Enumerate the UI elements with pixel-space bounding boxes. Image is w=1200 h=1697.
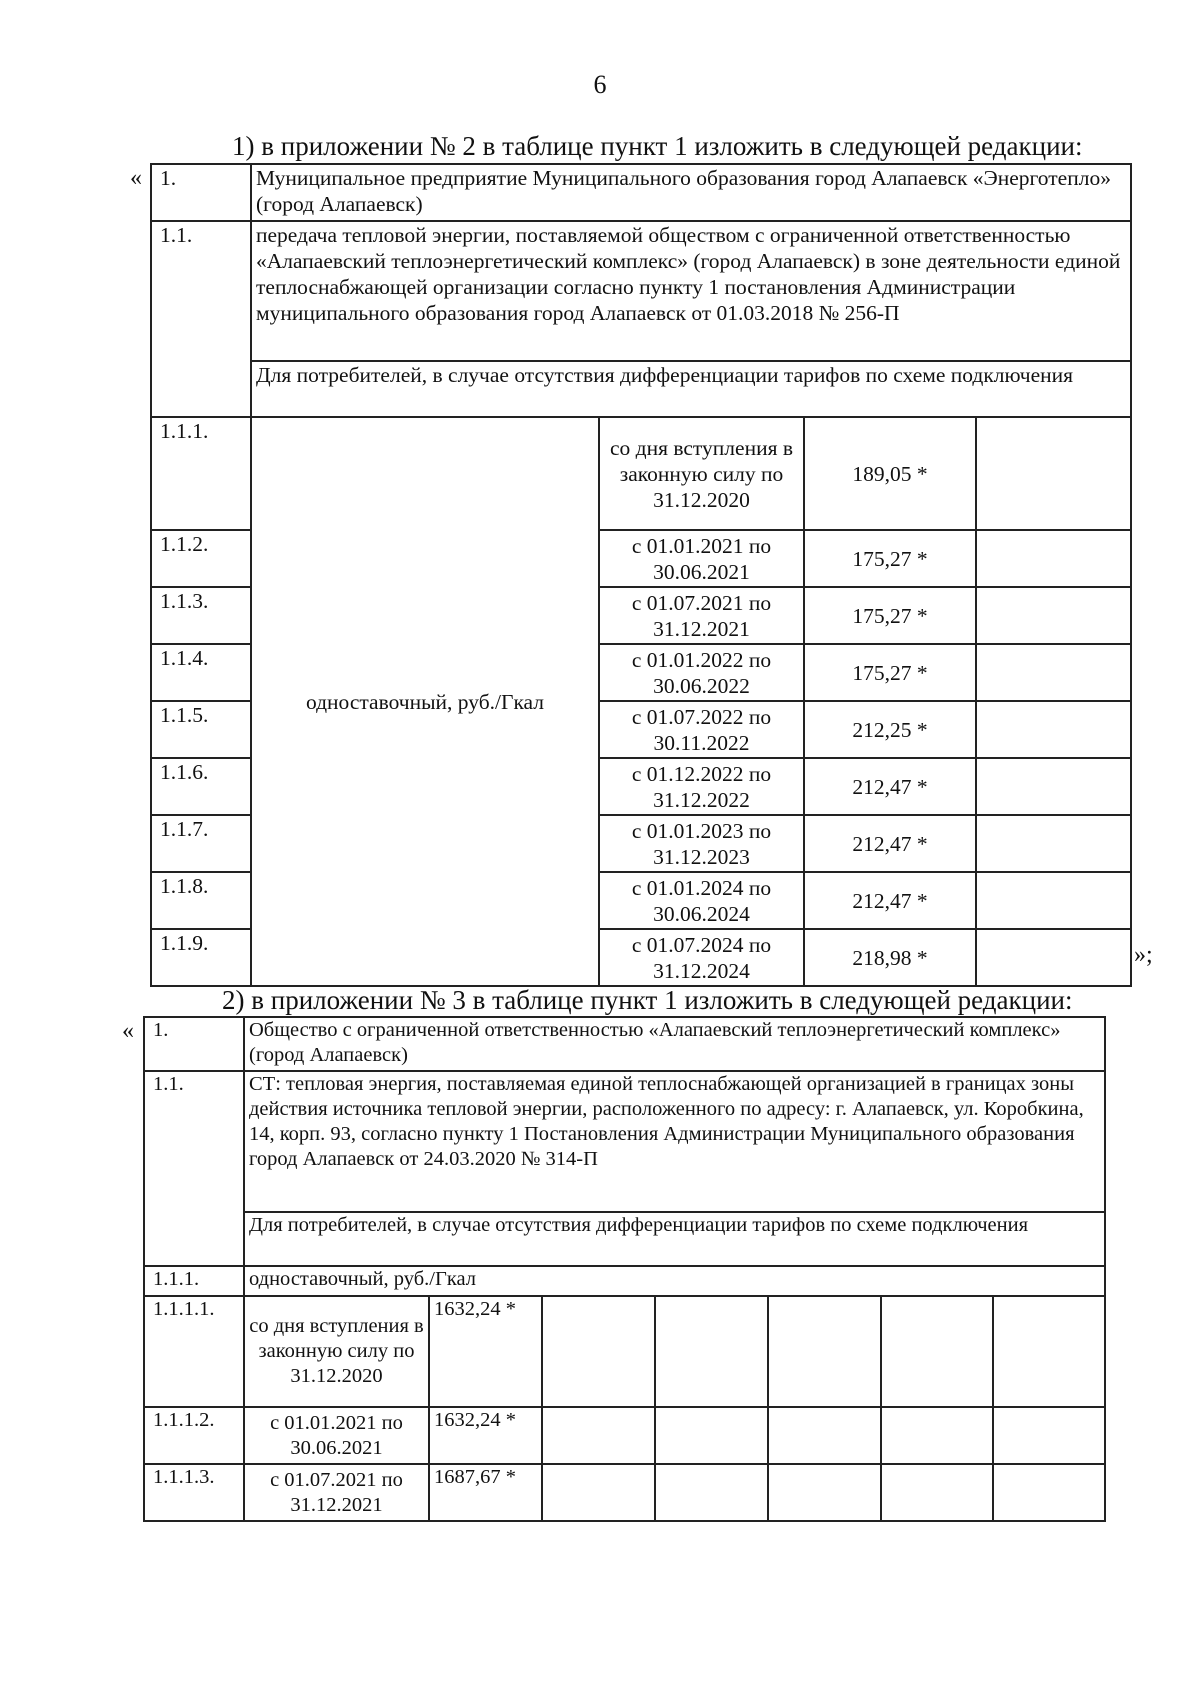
row-period: с 01.07.2022 по 30.11.2022 [599,701,804,758]
row-empty-cell [993,1296,1105,1407]
table2-rate-text: одноставочный, руб./Гкал [244,1266,1105,1296]
row-empty-cell [993,1407,1105,1464]
row-empty-cell [655,1296,768,1407]
row-empty-cell [976,587,1131,644]
row-num: 1.1.1.1. [144,1296,244,1407]
table1-service-num: 1.1. [151,221,251,417]
table1-org-num: 1. [151,164,251,221]
row-empty-cell [976,872,1131,929]
row-empty-cell [993,1464,1105,1521]
row-value: 175,27 * [804,644,976,701]
table2-org-row [144,1017,1105,1071]
table2-org-name: Общество с ограниченной ответственностью «Алапаевский теплоэнергетический комплекс» (город Алапаевск) [244,1017,1105,1071]
row-value: 175,27 * [804,530,976,587]
table2-rate-row [144,1266,1105,1296]
row-period: с 01.01.2022 по 30.06.2022 [599,644,804,701]
row-empty-cell [976,929,1131,986]
row-num: 1.1.5. [151,701,251,758]
table2-consumers-row [144,1212,1105,1266]
page-number: 6 [593,70,607,99]
row-empty-cell [976,758,1131,815]
row-value: 212,47 * [804,815,976,872]
table2-service-row [144,1071,1105,1212]
row-empty-cell [542,1464,655,1521]
row-period: с 01.07.2021 по 31.12.2021 [244,1464,429,1521]
row-empty-cell [881,1407,993,1464]
table2-service-text: СТ: тепловая энергия, поставляемая единой теплоснабжающей организацией в границах зоны действия источника тепловой энергии, расположенного по адресу: г. Алапаевск, ул. Коробкина, 14, корп. 93, согласно пункту 1 Постановления Администрации Муниципального образования город Алапаевск от 24.03.2020 № 314-П [244,1071,1105,1212]
table2-rate-num: 1.1.1. [144,1266,244,1296]
row-empty-cell [976,644,1131,701]
row-empty-cell [542,1407,655,1464]
row-empty-cell [542,1296,655,1407]
table1-org-row [151,164,1131,221]
row-period: с 01.01.2023 по 31.12.2023 [599,815,804,872]
row-value: 189,05 * [804,417,976,530]
row-empty-cell [768,1407,881,1464]
table1-service-row [151,221,1131,361]
table1-rate-type: одноставочный, руб./Гкал [251,417,599,986]
table-row [151,417,1131,530]
row-empty-cell [881,1296,993,1407]
table1-service-text: передача тепловой энергии, поставляемой обществом с ограниченной ответственностью «Алапаевский теплоэнергетический комплекс» (город Алапаевск) в зоне деятельности единой теплоснабжающей организации согласно пункту 1 постановления Администрации муниципального образования город Алапаевск от 01.03.2018 № 256-П [251,221,1131,361]
row-period: с 01.07.2024 по 31.12.2024 [599,929,804,986]
row-empty-cell [655,1464,768,1521]
row-num: 1.1.9. [151,929,251,986]
row-period: с 01.01.2024 по 30.06.2024 [599,872,804,929]
row-empty-cell [768,1464,881,1521]
tariff-table-2 [143,1016,1106,1522]
section1-heading: 1) в приложении № 2 в таблице пункт 1 изложить в следующей редакции: [232,131,1083,161]
section1-close-quote: »; [1134,942,1153,968]
row-value: 175,27 * [804,587,976,644]
row-empty-cell [976,815,1131,872]
table-row [144,1296,1105,1407]
row-value: 212,47 * [804,872,976,929]
row-empty-cell [976,417,1131,530]
row-period: с 01.01.2021 по 30.06.2021 [599,530,804,587]
row-num: 1.1.1.2. [144,1407,244,1464]
row-period: со дня вступления в законную силу по 31.12.2020 [599,417,804,530]
table2-service-num: 1.1. [144,1071,244,1266]
row-num: 1.1.4. [151,644,251,701]
row-value: 1632,24 * [429,1296,542,1407]
row-value: 212,25 * [804,701,976,758]
row-num: 1.1.7. [151,815,251,872]
table-row [144,1464,1105,1521]
row-empty-cell [655,1407,768,1464]
table-row [144,1407,1105,1464]
row-num: 1.1.6. [151,758,251,815]
row-period: с 01.07.2021 по 31.12.2021 [599,587,804,644]
row-empty-cell [976,530,1131,587]
row-num: 1.1.2. [151,530,251,587]
tariff-table-1 [150,163,1132,987]
table2-consumers-text: Для потребителей, в случае отсутствия дифференциации тарифов по схеме подключения [244,1212,1105,1266]
row-period: с 01.12.2022 по 31.12.2022 [599,758,804,815]
row-num: 1.1.1.3. [144,1464,244,1521]
row-value: 1687,67 * [429,1464,542,1521]
table2-org-num: 1. [144,1017,244,1071]
row-num: 1.1.1. [151,417,251,530]
row-period: со дня вступления в законную силу по 31.12.2020 [244,1296,429,1407]
section2-heading: 2) в приложении № 3 в таблице пункт 1 изложить в следующей редакции: [222,985,1073,1015]
table1-org-name: Муниципальное предприятие Муниципального образования город Алапаевск «Энерготепло» (город Алапаевск) [251,164,1131,221]
row-value: 1632,24 * [429,1407,542,1464]
row-empty-cell [881,1464,993,1521]
table1-consumers-text: Для потребителей, в случае отсутствия дифференциации тарифов по схеме подключения [251,361,1131,417]
row-value: 212,47 * [804,758,976,815]
section2-open-quote: « [122,1018,134,1044]
row-empty-cell [768,1296,881,1407]
row-num: 1.1.8. [151,872,251,929]
section1-open-quote: « [130,165,142,191]
row-value: 218,98 * [804,929,976,986]
row-period: с 01.01.2021 по 30.06.2021 [244,1407,429,1464]
row-num: 1.1.3. [151,587,251,644]
row-empty-cell [976,701,1131,758]
table1-consumers-row [151,361,1131,417]
